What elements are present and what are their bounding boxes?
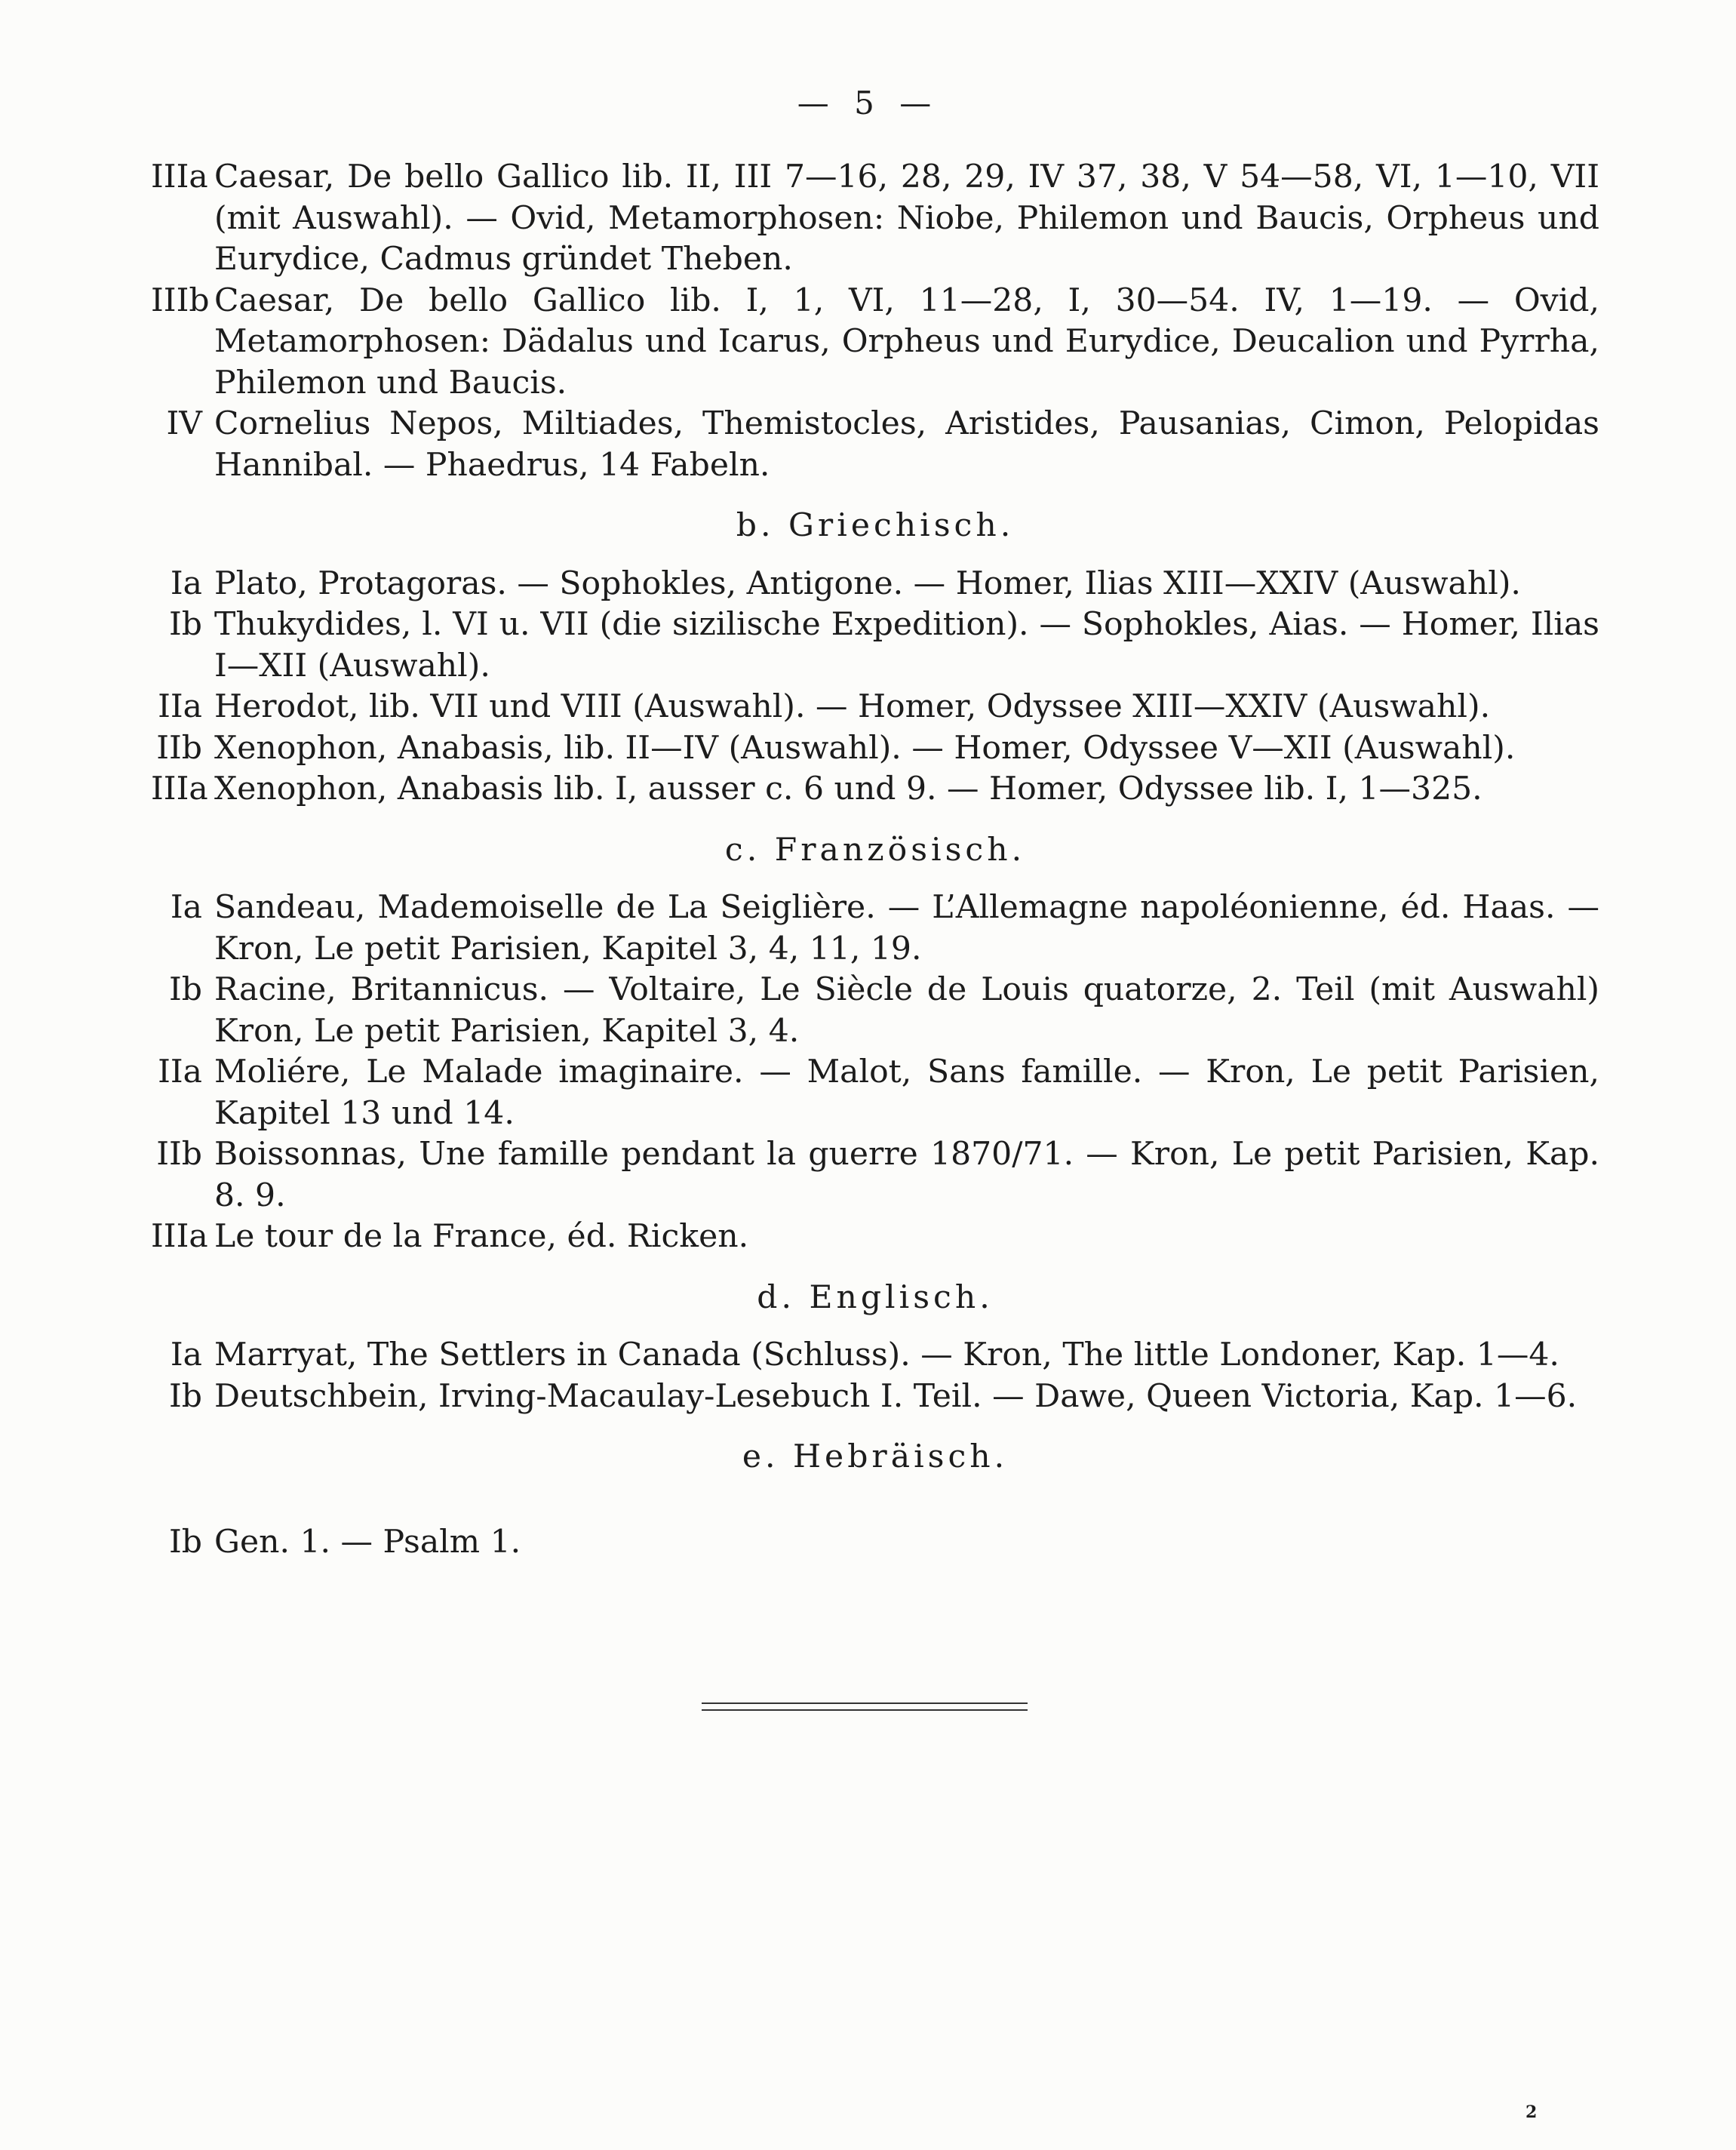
reading-text: Le tour de la France, éd. Ricken.	[214, 1218, 749, 1255]
reading-text: Herodot, lib. VII und VIII (Auswahl). — Homer, Odyssee XIII—XXIV (Auswahl).	[214, 688, 1491, 725]
class-label: Ib	[169, 971, 202, 1008]
section-heading-greek: b. Griechisch.	[736, 507, 1015, 544]
list-item	[151, 1052, 1599, 1134]
class-label: Ib	[169, 1377, 202, 1415]
list-item	[151, 564, 1599, 605]
section-heading-hebrew: e. Hebräisch.	[742, 1438, 1009, 1475]
list-item	[151, 887, 1599, 970]
section-heading-english: d. Englisch.	[757, 1278, 994, 1316]
list-item	[151, 687, 1599, 728]
reading-text: Xenophon, Anabasis, lib. II—IV (Auswahl). — Homer, Odyssee V—XII (Auswahl).	[214, 729, 1516, 767]
reading-text: Moliére, Le Malade imaginaire. — Malot, Sans famille. — Kron, Le petit Parisien, Kapitel 13 und 14.	[214, 1053, 1599, 1132]
reading-text: Racine, Britannicus. — Voltaire, Le Siècle de Louis quatorze, 2. Teil (mit Auswahl) Kron, Le petit Parisien, Kapitel 3, 4.	[214, 971, 1599, 1050]
class-label: IIb	[156, 1136, 202, 1173]
end-rule-bottom	[702, 1709, 1028, 1711]
reading-text: Caesar, De bello Gallico lib. II, III 7—16, 28, 29, IV 37, 38, V 54—58, VI, 1—10, VII (mit Auswahl). — Ovid, Metamorphosen: Niobe, Philemon und Baucis, Orpheus und Eurydice, Cadmus gründet Theben.	[214, 158, 1599, 278]
list-item	[151, 281, 1599, 404]
page-number: — 5 —	[797, 85, 939, 121]
class-label: Ib	[169, 1523, 202, 1561]
section-french	[151, 830, 1599, 1258]
reading-text: Caesar, De bello Gallico lib. I, 1, VI, 11—28, I, 30—54. IV, 1—19. — Ovid, Metamorphosen: Dädalus und Icarus, Orpheus und Eurydice, Deucalion und Pyrrha, Philemon und Baucis.	[214, 281, 1599, 401]
list-item	[151, 1335, 1599, 1376]
section-greek	[151, 506, 1599, 810]
list-item	[151, 769, 1599, 810]
list-item	[151, 1522, 1599, 1564]
section-english	[151, 1278, 1599, 1418]
reading-text: Boissonnas, Une famille pendant la guerre 1870/71. — Kron, Le petit Parisien, Kap. 8. 9.	[214, 1136, 1599, 1214]
list-item	[151, 1216, 1599, 1258]
class-label: Ia	[170, 889, 202, 926]
sheet-number: 2	[1526, 2102, 1538, 2122]
reading-text: Thukydides, l. VI u. VII (die sizilische Expedition). — Sophokles, Aias. — Homer, Ilias I—XII (Auswahl).	[214, 606, 1599, 684]
section-latin	[151, 157, 1599, 486]
list-item	[151, 1134, 1599, 1216]
class-label: Ia	[170, 1336, 202, 1373]
class-label: IIb	[156, 729, 202, 767]
class-label: IIIb	[151, 281, 210, 319]
reading-text: Plato, Protagoras. — Sophokles, Antigone. — Homer, Ilias XIII—XXIV (Auswahl).	[214, 564, 1521, 602]
class-label: Ib	[169, 606, 202, 643]
section-heading-french: c. Französisch.	[724, 831, 1026, 869]
reading-text: Deutschbein, Irving-Macaulay-Lesebuch I. Teil. — Dawe, Queen Victoria, Kap. 1—6.	[214, 1377, 1578, 1415]
class-label: IIIa	[151, 158, 208, 195]
class-label: IIa	[158, 1053, 202, 1090]
reading-text: Marryat, The Settlers in Canada (Schluss). — Kron, The little Londoner, Kap. 1—4.	[214, 1336, 1559, 1373]
class-label: Ia	[170, 564, 202, 602]
class-label: IV	[166, 405, 202, 442]
reading-list	[151, 157, 1599, 1563]
end-rule-top	[702, 1702, 1028, 1704]
list-item	[151, 604, 1599, 687]
list-item	[151, 970, 1599, 1052]
class-label: IIa	[158, 688, 202, 725]
class-label: IIIa	[151, 1218, 208, 1255]
reading-text: Xenophon, Anabasis lib. I, ausser c. 6 und 9. — Homer, Odyssee lib. I, 1—325.	[214, 770, 1483, 807]
list-item	[151, 1376, 1599, 1418]
section-hebrew	[151, 1437, 1599, 1563]
reading-text: Gen. 1. — Psalm 1.	[214, 1523, 521, 1561]
reading-text: Sandeau, Mademoiselle de La Seiglière. — L’Allemagne napoléonienne, éd. Haas. — Kron, Le petit Parisien, Kapitel 3, 4, 11, 19.	[214, 889, 1599, 967]
class-label: IIIa	[151, 770, 208, 807]
spacer	[151, 1495, 1599, 1522]
list-item	[151, 404, 1599, 486]
list-item	[151, 728, 1599, 770]
reading-text: Cornelius Nepos, Miltiades, Themistocles, Aristides, Pausanias, Cimon, Pelopidas Hannibal. — Phaedrus, 14 Fabeln.	[214, 405, 1599, 484]
list-item	[151, 157, 1599, 281]
